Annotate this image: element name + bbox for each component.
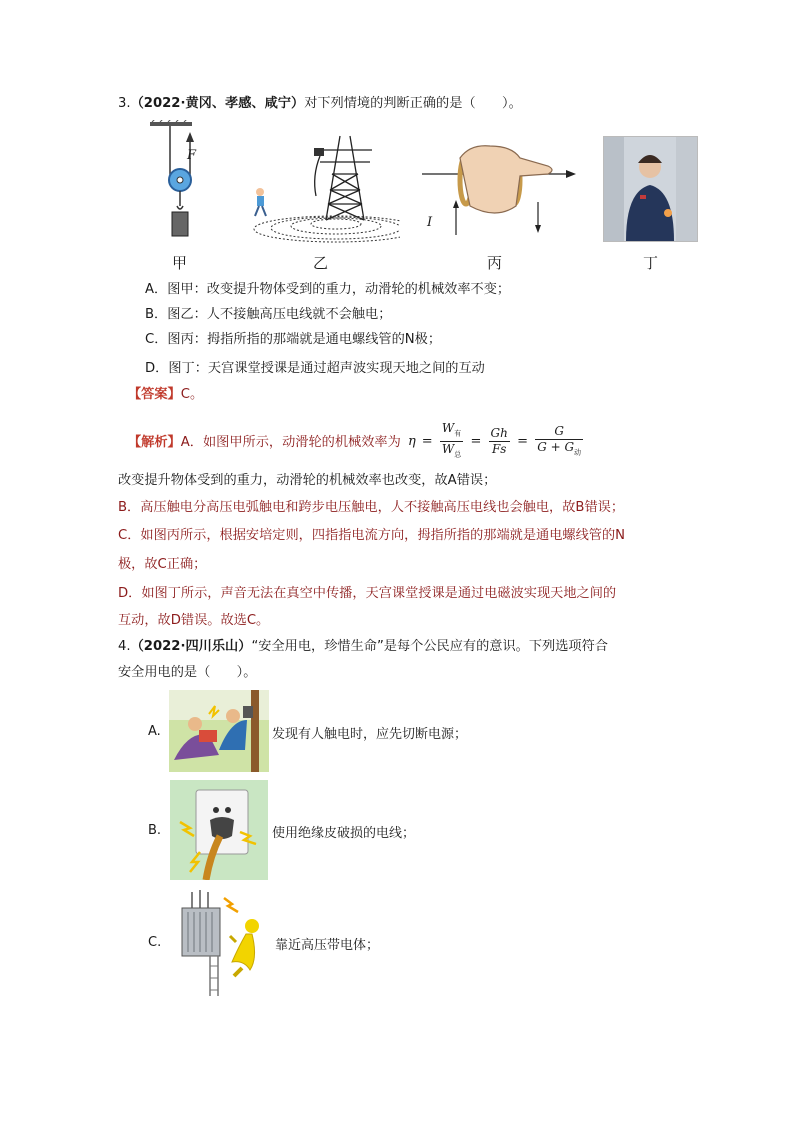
figure-yi-tower [240,132,400,244]
q4-source: （2022·四川乐山） [130,639,252,654]
figure-ding-space-photo [603,136,698,242]
formula-frac-g: $\frac{G}{G + G_动}$ [537,423,582,457]
efficiency-formula [405,421,583,459]
analysis-line-c2: 极，故C正确； [118,557,207,572]
q3-number: 3. [118,96,131,111]
formula-eq-2: = [470,433,482,449]
figure-jia-pulley [148,120,208,245]
q3-option-d: D．图丁：天宫课堂授课是通过超声波实现天地之间的互动 [145,361,485,376]
q3-answer [128,386,203,404]
formula-frac-w: $\frac{W_有}{W_总}$ [441,421,462,459]
q4-option-b-image [170,780,268,880]
analysis-line-d2: 互动，故D错误。故选C。 [118,613,270,628]
figure-bing-right-hand [420,140,580,240]
formula-eq-3: = [517,433,528,449]
formula-frac-gh: $\frac{Gh}{Fs}$ [490,426,508,457]
analysis-line-a: 改变提升物体受到的重力，动滑轮的机械效率也改变，故A错误； [118,473,497,488]
analysis-tag: 【解析】 [128,434,181,450]
q3-stem-line [118,95,522,113]
q4-option-b-letter: B. [148,823,162,838]
q4-stem-line2: 安全用电的是（ ）。 [118,665,257,680]
q4-number: 4. [118,639,131,654]
q4-option-b-text: 使用绝缘皮破损的电线； [272,826,416,841]
force-label: F [187,148,197,163]
analysis-line-b: B．高压触电分高压电弧触电和跨步电压触电，人不接触高压电线也会触电，故B错误； [118,500,625,515]
q3-source: （2022·黄冈、孝感、咸宁） [130,96,305,111]
fig-label-jia: 甲 [172,254,188,272]
q4-option-a-text: 发现有人触电时，应先切断电源； [272,727,468,742]
fig-label-yi: 乙 [313,254,329,272]
analysis-line-c1: C．如图丙所示，根据安培定则，四指指电流方向，拇指所指的那端就是通电螺线管的N [118,528,626,543]
answer-tag: 【答案】 [128,387,181,402]
q4-option-c-letter: C. [148,935,162,950]
q3-analysis-intro [128,421,583,463]
q4-option-a-image [169,690,269,772]
q4-option-c-image [170,888,270,998]
fig-label-ding: 丁 [643,254,659,272]
formula-eq-1: = [421,433,433,449]
q4-stem-line1 [118,638,608,656]
q3-option-b: B．图乙：人不接触高压电线就不会触电； [145,307,392,322]
q3-option-a: A．图甲：改变提升物体受到的重力，动滑轮的机械效率不变； [145,282,511,297]
q4-stem-1: “安全用电，珍惜生命”是每个公民应有的意识。下列选项符合 [251,639,608,654]
analysis-intro: A．如图甲所示，动滑轮的机械效率为 [180,434,401,450]
q3-stem: 对下列情境的判断正确的是（ ）。 [304,96,522,111]
formula-eta: η [407,433,416,449]
current-label: I [427,215,433,230]
analysis-line-d1: D．如图丁所示，声音无法在真空中传播，天宫课堂授课是通过电磁波实现天地之间的 [118,586,617,601]
fig-label-bing: 丙 [487,254,503,272]
q3-option-c: C．图丙：拇指所指的那端就是通电螺线管的N极； [145,332,442,347]
q4-option-a-letter: A. [148,724,161,739]
answer-value: C。 [180,387,204,402]
q4-option-c-text: 靠近高压带电体； [275,938,380,953]
